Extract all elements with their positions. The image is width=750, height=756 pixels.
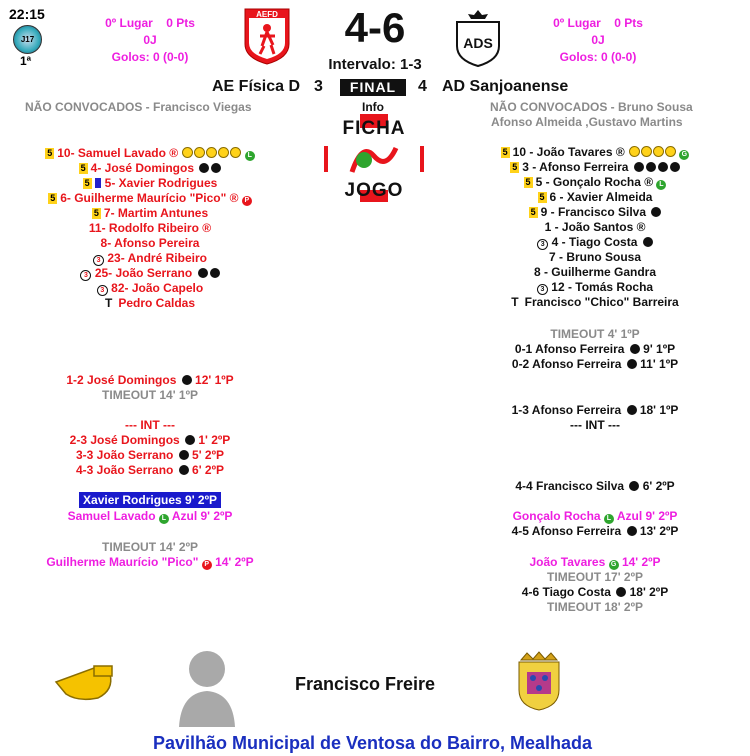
- final-score: 4-6: [344, 4, 406, 51]
- goal-ball-icon: [185, 435, 195, 445]
- goal-ball-icon: [627, 526, 637, 536]
- event-text: TIMEOUT 14' 2ºP: [102, 540, 198, 554]
- round-number: 1ª: [20, 54, 32, 68]
- player-name: Francisco "Chico" Barreira: [524, 295, 679, 309]
- ficha-jogo-button[interactable]: [322, 112, 426, 204]
- event-text: TIMEOUT 4' 1ºP: [550, 327, 640, 341]
- away-fouls: 4: [418, 78, 427, 95]
- player-name: 8 - Guilherme Gandra: [533, 265, 657, 279]
- match-status: FINAL: [340, 79, 406, 96]
- event-row: [0, 418, 300, 433]
- event-time: 6' 2ºP: [188, 463, 224, 477]
- event-text: Guilherme Maurício "Pico": [46, 555, 199, 569]
- venue-crest-icon: [513, 650, 565, 712]
- badge-p-icon: P: [242, 196, 252, 206]
- event-text: 3-3 João Serrano: [76, 448, 174, 462]
- away-not-called-2: Afonso Almeida ,Gustavo Martins: [491, 115, 683, 129]
- player-name: 4 - Tiago Costa: [551, 235, 638, 249]
- player-name: 7 - Bruno Sousa: [548, 250, 641, 264]
- home-team-name[interactable]: AE Física D: [212, 78, 301, 95]
- venue-name: Pavilhão Municipal de Ventosa do Bairro, Mealhada: [152, 733, 593, 753]
- event-time: 14' 2ºP: [618, 555, 661, 569]
- event-text: João Tavares: [529, 555, 606, 569]
- event-text: Samuel Lavado: [67, 509, 156, 523]
- jogo-label: JOGO: [344, 180, 404, 201]
- starter-badge: 5: [512, 162, 518, 172]
- coach-icon: T: [511, 295, 519, 309]
- event-row: [440, 479, 750, 494]
- badge-l-icon: L: [245, 151, 255, 161]
- home-not-called: NÃO CONVOCADOS - Francisco Viegas: [25, 100, 252, 114]
- goal-ball-icon: [630, 344, 640, 354]
- coach-icon: T: [104, 296, 113, 310]
- goalkeeper-icon: 3: [537, 284, 548, 295]
- event-text: 0-1 Afonso Ferreira: [514, 342, 625, 356]
- away-pts: 0 Pts: [614, 16, 643, 30]
- event-row: [440, 403, 750, 418]
- player-name: 4- José Domingos: [90, 161, 195, 175]
- away-not-called-1: NÃO CONVOCADOS - Bruno Sousa: [490, 100, 693, 114]
- player-name: 8- Afonso Pereira: [100, 236, 200, 250]
- event-time: 18' 1ºP: [636, 403, 679, 417]
- event-row: [440, 555, 750, 570]
- event-text: TIMEOUT 14' 1ºP: [102, 388, 198, 402]
- event-row: [0, 388, 300, 403]
- event-text: 0-2 Afonso Ferreira: [511, 357, 622, 371]
- goal-ball-icon: [179, 450, 189, 460]
- goal-ball-icon: [627, 405, 637, 415]
- player-name: 82- João Capelo: [111, 281, 204, 295]
- home-goals: Golos: 0 (0-0): [111, 50, 189, 64]
- ficha-label: FICHA: [342, 118, 406, 139]
- home-place: 0º Lugar: [105, 16, 153, 30]
- home-events: [0, 0, 300, 600]
- event-row: [0, 373, 300, 388]
- player-name: 12 - Tomás Rocha: [551, 280, 654, 294]
- goal-ball-icon: [179, 465, 189, 475]
- event-row: [0, 493, 300, 508]
- event-text: TIMEOUT 18' 2ºP: [547, 600, 643, 614]
- event-time: 9' 1ºP: [639, 342, 676, 356]
- badge-g-icon: G: [609, 560, 619, 570]
- event-row: [440, 509, 750, 524]
- home-fouls: 3: [314, 78, 323, 95]
- badge-p-icon: P: [202, 560, 212, 570]
- badge-g-icon: G: [679, 150, 689, 160]
- referee-name: Francisco Freire: [295, 674, 436, 694]
- event-text: 4-3 João Serrano: [76, 463, 174, 477]
- event-text: Gonçalo Rocha: [512, 509, 601, 523]
- away-place: 0º Lugar: [553, 16, 601, 30]
- player-name: Pedro Caldas: [118, 296, 196, 310]
- player-name: 6- Guilherme Maurício "Pico" ®: [60, 191, 239, 205]
- event-time: 1' 2ºP: [195, 433, 231, 447]
- event-time: Azul 9' 2ºP: [613, 509, 678, 523]
- event-row: [440, 342, 750, 357]
- player-name: 7- Martim Antunes: [103, 206, 209, 220]
- event-row: [0, 433, 300, 448]
- event-text: 2-3 José Domingos: [69, 433, 180, 447]
- event-text: 1-2 José Domingos: [66, 373, 177, 387]
- event-text: 4-6 Tiago Costa: [521, 585, 611, 599]
- starter-badge: 5: [525, 177, 531, 187]
- event-text: 1-3 Afonso Ferreira: [511, 403, 622, 417]
- player-name: 10- Samuel Lavado ®: [57, 146, 179, 160]
- event-row: [440, 327, 750, 342]
- event-row: [440, 570, 750, 585]
- player-name: 1 - João Santos ®: [544, 220, 646, 234]
- event-text: TIMEOUT 17' 2ºP: [547, 570, 643, 584]
- round-badge-label: J17: [20, 35, 35, 44]
- event-row: [440, 524, 750, 539]
- player-name: 25- João Serrano: [94, 266, 193, 280]
- event-row: [440, 585, 750, 600]
- starter-badge: 5: [50, 193, 56, 203]
- player-name: 3 - Afonso Ferreira: [522, 160, 629, 174]
- starter-badge: 5: [530, 207, 536, 217]
- event-time: 11' 1ºP: [636, 357, 679, 371]
- info-link[interactable]: Info: [362, 100, 384, 114]
- goalkeeper-icon: 3: [93, 255, 104, 266]
- player-name: 5 - Gonçalo Rocha ®: [535, 175, 654, 189]
- player-name: 11- Rodolfo Ribeiro ®: [88, 221, 212, 235]
- event-text: 4-5 Afonso Ferreira: [511, 524, 622, 538]
- player-name: 23- André Ribeiro: [107, 251, 207, 265]
- event-row: [0, 540, 300, 555]
- event-time: 12' 1ºP: [191, 373, 234, 387]
- event-row: [0, 463, 300, 478]
- event-time: 5' 2ºP: [188, 448, 224, 462]
- event-time: 18' 2ºP: [626, 585, 669, 599]
- event-row: [440, 357, 750, 372]
- player-name: 5- Xavier Rodrigues: [104, 176, 218, 190]
- away-games: 0J: [591, 33, 605, 47]
- event-text: Xavier Rodrigues 9' 2ºP: [79, 492, 221, 508]
- svg-text:AEFD: AEFD: [256, 10, 278, 19]
- goalkeeper-icon: 3: [80, 270, 91, 281]
- event-text: 4-4 Francisco Silva: [515, 479, 625, 493]
- starter-badge: 5: [93, 208, 99, 218]
- event-row: [0, 509, 300, 524]
- goalkeeper-icon: 3: [537, 239, 548, 250]
- away-events: [440, 0, 750, 620]
- event-row: [0, 555, 300, 570]
- match-time: 22:15: [9, 6, 45, 22]
- event-row: [0, 448, 300, 463]
- home-pts: 0 Pts: [166, 16, 195, 30]
- player-name: 10 - João Tavares ®: [512, 145, 625, 159]
- badge-l-icon: L: [159, 514, 169, 524]
- starter-badge: 5: [80, 163, 86, 173]
- player-name: 9 - Francisco Silva: [540, 205, 647, 219]
- referee-avatar: [177, 645, 237, 727]
- goal-ball-icon: [629, 481, 639, 491]
- starter-badge: 5: [47, 148, 53, 158]
- half-time-score: Intervalo: 1-3: [328, 56, 422, 73]
- starter-badge: 5: [502, 147, 508, 157]
- event-row: [440, 600, 750, 615]
- badge-l-icon: L: [656, 180, 666, 190]
- away-goals: Golos: 0 (0-0): [559, 50, 637, 64]
- starter-badge: 5: [84, 178, 90, 188]
- goal-ball-icon: [616, 587, 626, 597]
- svg-text:ADS: ADS: [463, 35, 493, 51]
- event-time: Azul 9' 2ºP: [168, 509, 233, 523]
- event-time: 13' 2ºP: [636, 524, 679, 538]
- goal-ball-icon: [182, 375, 192, 385]
- player-name: 6 - Xavier Almeida: [549, 190, 653, 204]
- goal-ball-icon: [627, 359, 637, 369]
- badge-l-icon: L: [604, 514, 614, 524]
- event-text: --- INT ---: [125, 418, 175, 432]
- event-row: [440, 418, 750, 433]
- event-time: 14' 2ºP: [211, 555, 254, 569]
- event-text: --- INT ---: [570, 418, 620, 432]
- whistle-icon: [48, 660, 118, 705]
- goalkeeper-icon: 3: [97, 285, 108, 296]
- away-team-name[interactable]: AD Sanjoanense: [442, 78, 569, 95]
- home-games: 0J: [143, 33, 157, 47]
- starter-badge: 5: [539, 192, 545, 202]
- event-time: 6' 2ºP: [639, 479, 675, 493]
